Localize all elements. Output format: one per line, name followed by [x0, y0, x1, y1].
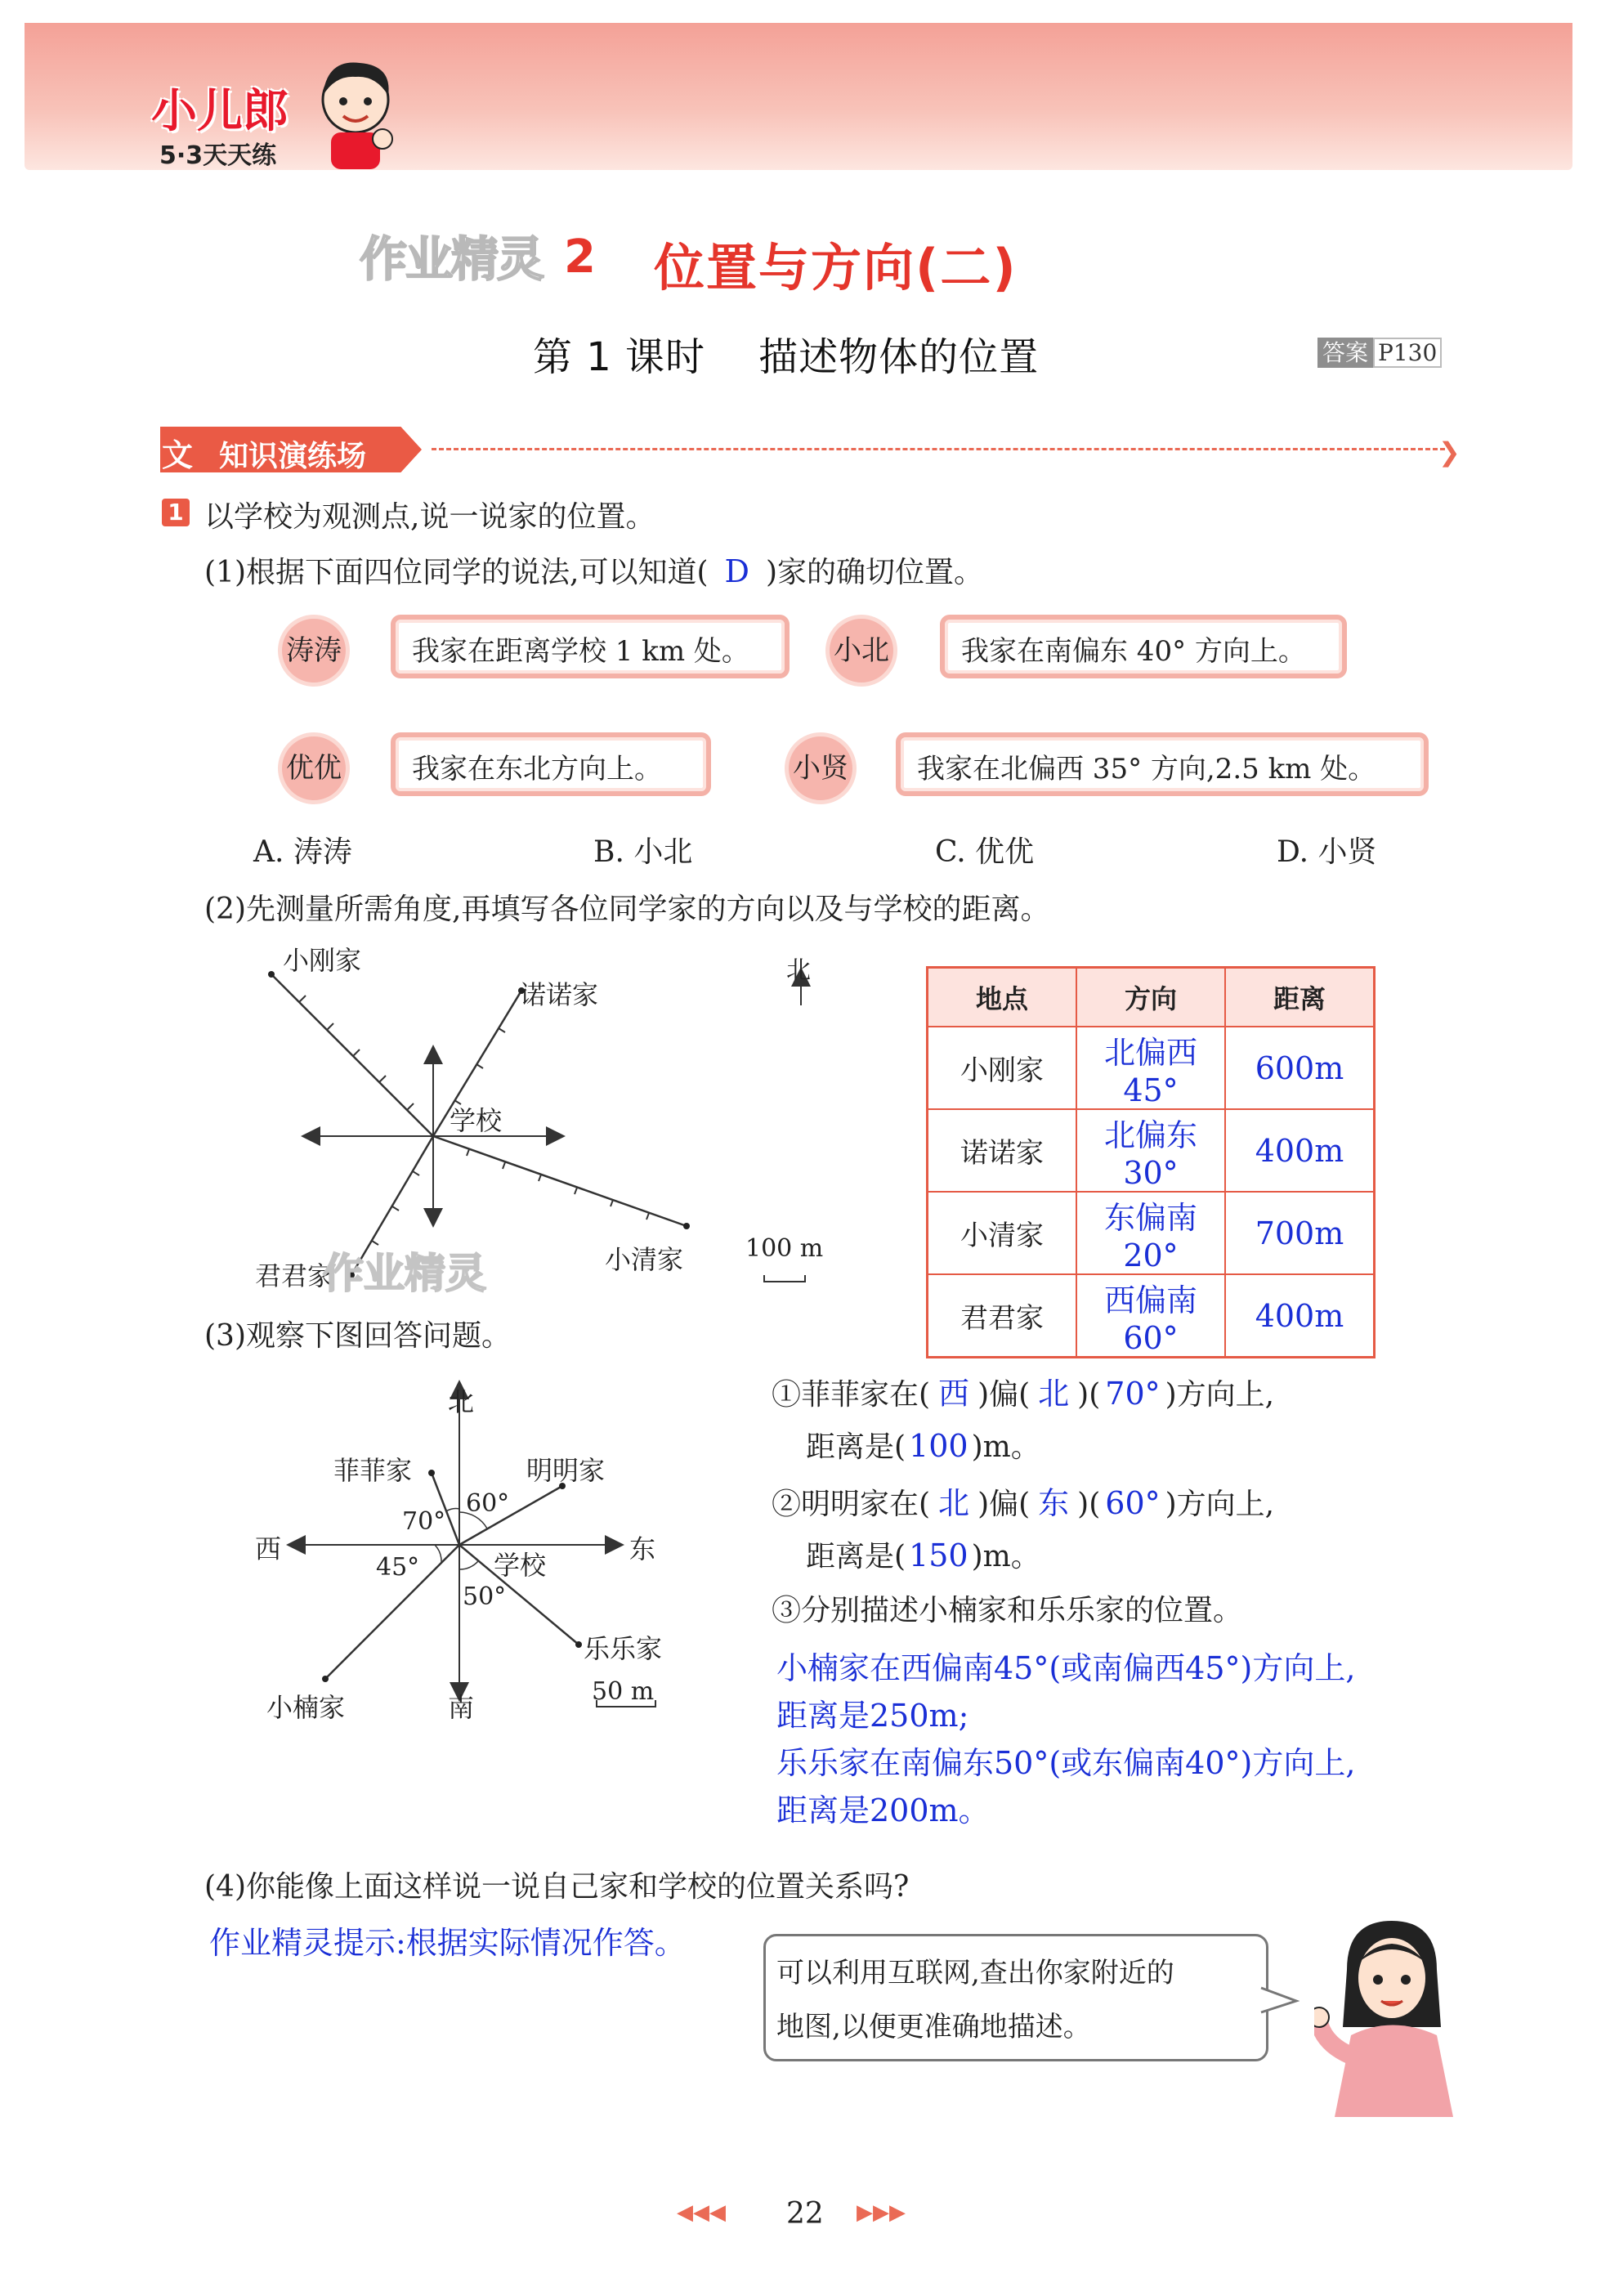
- sub2-line1: [772, 1478, 1274, 1523]
- sub3-answer-line-2: 距离是250m;: [776, 1698, 969, 1734]
- compass-east: 东: [629, 1533, 656, 1564]
- table-row: [928, 1027, 1375, 1109]
- map-label-xiaoqing: 小清家: [605, 1244, 684, 1275]
- compass-north: 北: [448, 1386, 475, 1417]
- sub1-answer-1: 西: [938, 1376, 970, 1412]
- sub1-lead: ①菲菲家在(: [772, 1378, 931, 1412]
- map-label-north: 北: [786, 956, 811, 985]
- table-header-direction: 方向: [1076, 968, 1225, 1027]
- angle-70: 70°: [402, 1507, 446, 1536]
- map-label-junjun: 君君家: [255, 1260, 334, 1291]
- table-cell-distance: 400m: [1225, 1274, 1375, 1358]
- map-watermark: 作业精灵: [323, 1250, 486, 1297]
- sub2-answer-3: 60°: [1105, 1485, 1161, 1521]
- table-row: [928, 1274, 1375, 1358]
- sub3-answer-line-1: 小楠家在西偏南45°(或南偏西45°)方向上,: [776, 1650, 1356, 1686]
- section-divider: [432, 448, 1445, 450]
- lesson-title: 第 1 课时 描述物体的位置: [533, 334, 1040, 380]
- part4-answer: 作业精灵提示:根据实际情况作答。: [209, 1925, 686, 1961]
- part1-prompt-before: (1)根据下面四位同学的说法,可以知道(: [204, 556, 709, 589]
- page-number: 22: [786, 2197, 824, 2231]
- compass-label-mingming: 明明家: [526, 1455, 606, 1486]
- sub1-answer-2: 北: [1038, 1376, 1070, 1412]
- table-cell-distance: 600m: [1225, 1027, 1375, 1109]
- compass-label-school: 学校: [494, 1550, 547, 1581]
- section-title: 知识演练场: [219, 440, 367, 473]
- sub2-answer-4: 150: [909, 1537, 968, 1573]
- compass-west: 西: [255, 1533, 282, 1564]
- speaker-taotao: 涛涛: [278, 615, 350, 687]
- compass-label-feifei: 菲菲家: [333, 1455, 413, 1486]
- prev-page-icon[interactable]: ◀◀◀: [677, 2200, 726, 2225]
- question-stem: 以学校为观测点,说一说家的位置。: [204, 500, 655, 534]
- brand-subtitle: 5·3天天练: [159, 141, 277, 170]
- table-cell-distance: 400m: [1225, 1109, 1375, 1192]
- watermark: 作业精灵: [360, 231, 544, 287]
- answer-page-tag: [1317, 335, 1442, 368]
- speech-taotao: 我家在距离学校 1 km 处。: [391, 615, 790, 678]
- sub1-line2-lead: 距离是(: [806, 1430, 906, 1464]
- compass-label-lele: 乐乐家: [584, 1633, 663, 1664]
- table-header-place: 地点: [928, 968, 1077, 1027]
- option-d[interactable]: D. 小贤: [1277, 835, 1377, 869]
- brand-logo: 小儿郎: [151, 85, 289, 138]
- direction-table: [926, 966, 1376, 1358]
- table-header-distance: 距离: [1225, 968, 1375, 1027]
- tip-line-2: 地图,以便更准确地描述。: [776, 2011, 1091, 2043]
- part2-prompt: (2)先测量所需角度,再填写各位同学家的方向以及与学校的距离。: [204, 893, 1050, 926]
- part1-prompt: [204, 549, 983, 591]
- table-row: [928, 1109, 1375, 1192]
- sub2-answer-1: 北: [938, 1485, 970, 1521]
- answer-page: P130: [1373, 338, 1442, 368]
- part1-answer: D: [724, 553, 749, 589]
- part4-prompt: (4)你能像上面这样说一说自己家和学校的位置关系吗?: [204, 1870, 910, 1904]
- sub1-answer-4: 100: [909, 1428, 968, 1464]
- sub1-answer-3: 70°: [1105, 1376, 1161, 1412]
- sub1-mid-1: )偏(: [977, 1378, 1031, 1412]
- compass-south: 南: [448, 1692, 475, 1723]
- unit-number: 2: [564, 230, 596, 284]
- sub3-answer-line-4: 距离是200m。: [776, 1792, 990, 1828]
- speech-youyou: 我家在东北方向上。: [391, 732, 711, 796]
- sub2-mid-1: )偏(: [977, 1488, 1031, 1521]
- sub2-line2: [806, 1533, 1040, 1575]
- question-number: 1: [162, 499, 190, 526]
- table-cell-place: 诺诺家: [928, 1109, 1077, 1192]
- option-c[interactable]: C. 优优: [935, 835, 1035, 869]
- angle-60: 60°: [466, 1489, 510, 1518]
- sub2-answer-2: 东: [1038, 1485, 1070, 1521]
- sub2-tail: )方向上,: [1165, 1488, 1275, 1521]
- option-b[interactable]: B. 小北: [593, 835, 693, 869]
- table-cell-direction: 东偏南20°: [1076, 1192, 1225, 1274]
- table-cell-direction: 北偏东30°: [1076, 1109, 1225, 1192]
- table-cell-place: 小刚家: [928, 1027, 1077, 1109]
- tip-line-1: 可以利用互联网,查出你家附近的: [776, 1957, 1174, 1989]
- arrow-right-icon: ❯: [1438, 436, 1461, 468]
- table-row: [928, 1192, 1375, 1274]
- part1-prompt-after: )家的确切位置。: [765, 556, 983, 589]
- map-scale: 100 m: [745, 1234, 824, 1263]
- boy-mascot-icon: [311, 51, 400, 173]
- next-page-icon[interactable]: ▶▶▶: [857, 2200, 906, 2225]
- table-cell-place: 小清家: [928, 1192, 1077, 1274]
- option-a[interactable]: A. 涛涛: [253, 835, 352, 869]
- sub3-prompt: ③分别描述小楠家和乐乐家的位置。: [772, 1594, 1243, 1627]
- angle-50: 50°: [463, 1582, 507, 1611]
- sub1-line1: [772, 1368, 1274, 1413]
- speech-tail-icon: [1259, 1985, 1300, 2017]
- sub1-line2: [806, 1424, 1040, 1466]
- table-cell-direction: 西偏南60°: [1076, 1274, 1225, 1358]
- sub2-line2-lead: 距离是(: [806, 1540, 906, 1573]
- speaker-xiaobei: 小北: [825, 615, 897, 687]
- unit-title: 位置与方向(二): [654, 238, 1018, 298]
- sub1-tail: )方向上,: [1165, 1378, 1275, 1412]
- sub1-mid-2: )(: [1077, 1378, 1101, 1412]
- speaker-xiaoxian: 小贤: [785, 732, 857, 804]
- sub2-line2-tail: )m。: [971, 1540, 1040, 1573]
- map-label-xiaogang: 小刚家: [283, 945, 362, 976]
- compass-scale: 50 m: [592, 1677, 655, 1706]
- map-label-nuonuo: 诺诺家: [520, 979, 599, 1010]
- table-cell-direction: 北偏西45°: [1076, 1027, 1225, 1109]
- sub2-mid-2: )(: [1077, 1488, 1101, 1521]
- map-label-school: 学校: [450, 1105, 503, 1136]
- table-cell-distance: 700m: [1225, 1192, 1375, 1274]
- sub2-lead: ②明明家在(: [772, 1488, 931, 1521]
- speech-xiaoxian: 我家在北偏西 35° 方向,2.5 km 处。: [896, 732, 1429, 796]
- angle-45: 45°: [376, 1553, 420, 1582]
- speaker-youyou: 优优: [278, 732, 350, 804]
- girl-mascot-icon: [1314, 1913, 1470, 2117]
- answer-label: 答案: [1317, 338, 1373, 368]
- compass-label-xiaonan: 小楠家: [266, 1692, 346, 1723]
- speech-xiaobei: 我家在南偏东 40° 方向上。: [940, 615, 1347, 678]
- part3-prompt: (3)观察下图回答问题。: [204, 1319, 511, 1353]
- sub1-line2-tail: )m。: [971, 1430, 1040, 1464]
- table-cell-place: 君君家: [928, 1274, 1077, 1358]
- section-icon: 文: [162, 437, 194, 473]
- sub3-answer-line-3: 乐乐家在南偏东50°(或东偏南40°)方向上,: [776, 1745, 1356, 1781]
